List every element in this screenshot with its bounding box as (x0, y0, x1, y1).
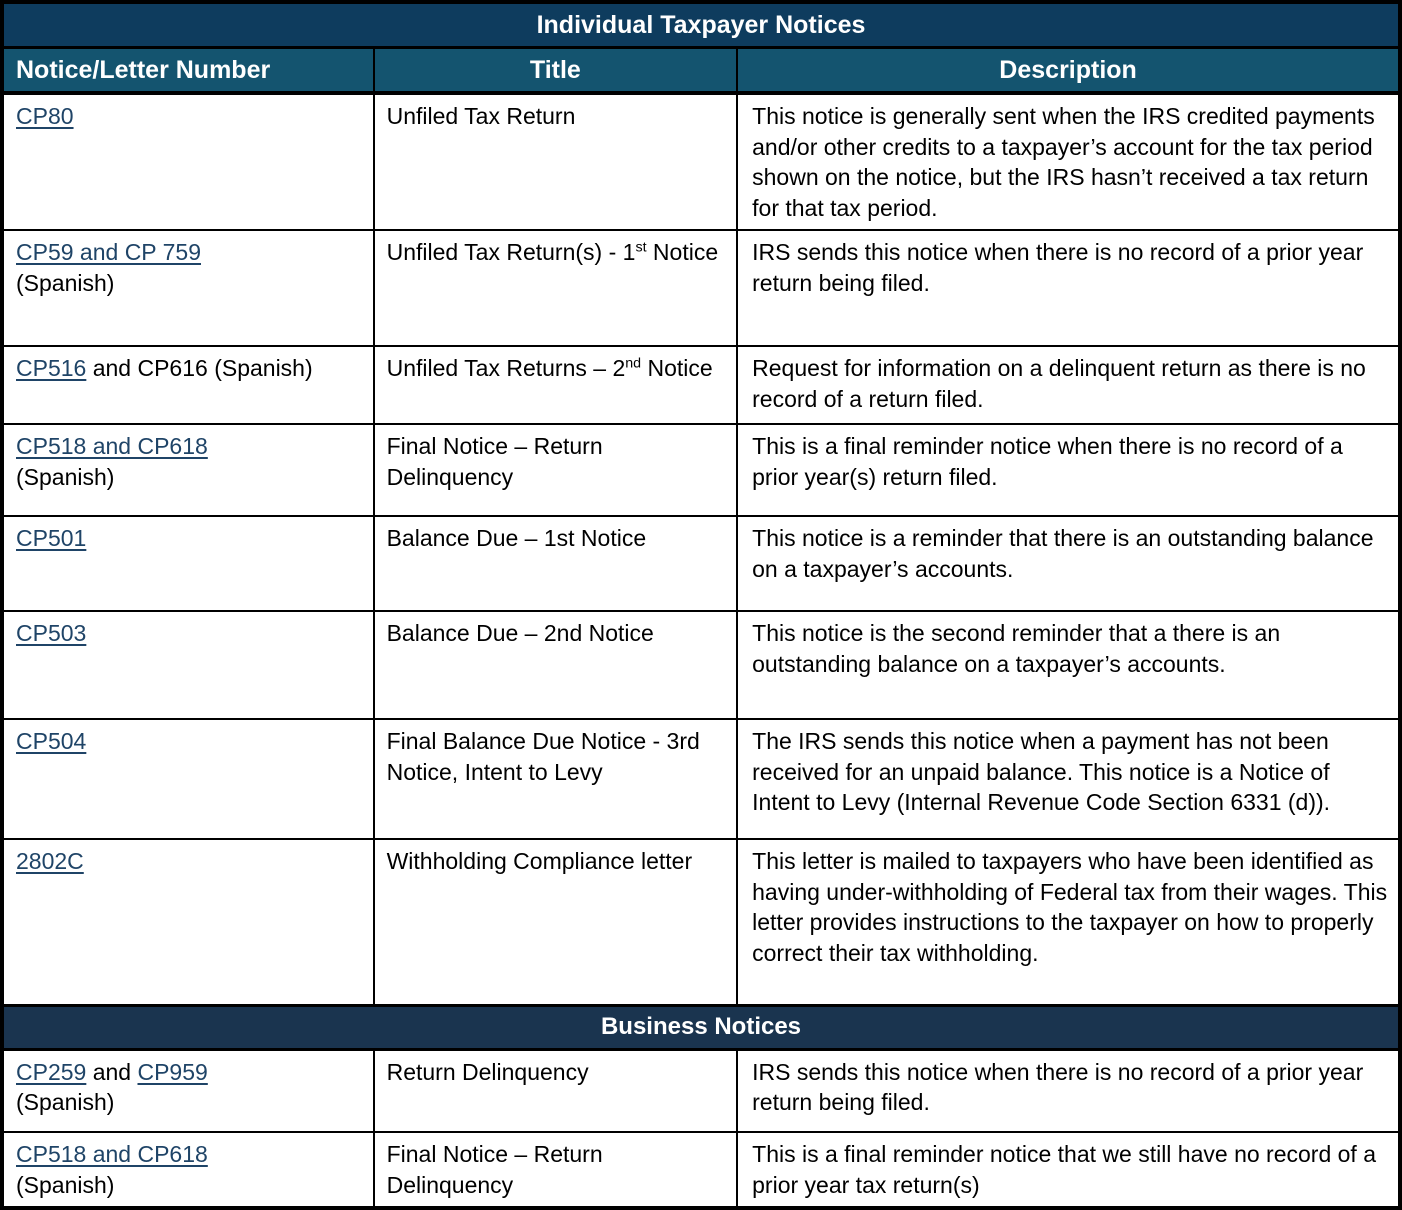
table-title: Individual Taxpayer Notices (2, 2, 1400, 48)
description-cell: IRS sends this notice when there is no record of a prior year return being filed. (737, 230, 1400, 346)
notice-link[interactable]: CP80 (16, 103, 74, 129)
title-cell (374, 93, 738, 230)
column-header-description: Description (737, 48, 1400, 94)
notice-number-cell (2, 93, 374, 230)
title-cell (374, 719, 738, 839)
notice-text: and CP616 (Spanish) (86, 355, 313, 382)
notice-number-cell (2, 346, 374, 424)
notice-number-cell (2, 1132, 374, 1208)
description-cell: This is a final reminder notice when there is no record of a prior year(s) return filed. (737, 424, 1400, 516)
notice-text: Unfiled Tax Return (386, 103, 576, 129)
notice-link[interactable]: CP503 (16, 620, 87, 647)
business-section-header-row (2, 1005, 1400, 1049)
notice-text: Unfiled Tax Returns – 2 (386, 355, 626, 382)
title-cell (374, 1049, 738, 1132)
notice-text: Balance Due – 2nd Notice (386, 620, 654, 647)
notice-text: Withholding Compliance letter (386, 848, 693, 875)
notice-text: Final Notice – Return Delinquency (386, 433, 603, 490)
description-cell: This letter is mailed to taxpayers who have been identified as having under-withholding of Federal tax from their wages. This letter provides instructions to the taxpayer on how to properly correct their tax withholding. (737, 839, 1400, 1005)
notice-text: Balance Due – 1st Notice (386, 525, 647, 552)
table-row (2, 1049, 1400, 1132)
title-cell (374, 611, 738, 719)
notice-text: (Spanish) (16, 1171, 115, 1198)
notice-link[interactable]: CP501 (16, 525, 87, 552)
notice-link[interactable]: CP518 and CP618 (16, 1141, 208, 1168)
table-row (2, 611, 1400, 719)
notice-text: (Spanish) (16, 269, 115, 296)
notice-number-cell (2, 424, 374, 516)
column-header-title: Title (374, 48, 738, 94)
notice-link[interactable]: CP516 (16, 355, 87, 382)
table-title-row (2, 2, 1400, 48)
ordinal-superscript: nd (625, 355, 642, 372)
individual-notices-section (2, 93, 1400, 1005)
description-cell: The IRS sends this notice when a payment has not been received for an unpaid balance. This notice is a Notice of Intent to Levy (Internal Revenue Code Section 6331 (d)). (737, 719, 1400, 839)
notice-link[interactable]: CP518 and CP618 (16, 433, 208, 460)
column-header-row (2, 48, 1400, 94)
description-cell: IRS sends this notice when there is no record of a prior year return being filed. (737, 1049, 1400, 1132)
title-cell (374, 346, 738, 424)
notice-text: Final Balance Due Notice - 3rd Notice, Intent to Levy (386, 728, 700, 785)
notice-link[interactable]: CP59 and CP 759 (16, 239, 201, 266)
notice-text: (Spanish) (16, 463, 115, 490)
table-row (2, 719, 1400, 839)
notice-text: Notice (646, 239, 719, 266)
notice-number-cell (2, 1049, 374, 1132)
title-cell (374, 424, 738, 516)
notice-link[interactable]: CP959 (137, 1058, 208, 1085)
title-cell (374, 1132, 738, 1208)
notice-link[interactable]: 2802C (16, 848, 84, 875)
table-row (2, 839, 1400, 1005)
description-cell: This notice is a reminder that there is an outstanding balance on a taxpayer’s accounts. (737, 516, 1400, 611)
table-row (2, 346, 1400, 424)
notice-text: Unfiled Tax Return(s) - 1 (386, 239, 636, 266)
notice-text: Final Notice – Return Delinquency (386, 1141, 603, 1198)
business-notices-section (2, 1049, 1400, 1208)
title-cell (374, 516, 738, 611)
description-cell: Request for information on a delinquent return as there is no record of a return filed. (737, 346, 1400, 424)
description-cell: This notice is the second reminder that a there is an outstanding balance on a taxpayer’s accounts. (737, 611, 1400, 719)
table-row (2, 1132, 1400, 1208)
notice-number-cell (2, 230, 374, 346)
notice-number-cell (2, 839, 374, 1005)
description-cell: This is a final reminder notice that we still have no record of a prior year tax return(s) (737, 1132, 1400, 1208)
notice-text: Notice (641, 355, 713, 382)
table-row (2, 424, 1400, 516)
description-cell: This notice is generally sent when the IRS credited payments and/or other credits to a taxpayer’s account for the tax period shown on the notice, but the IRS hasn’t received a tax return for that tax period. (737, 93, 1400, 230)
notice-link[interactable]: CP259 (16, 1058, 87, 1085)
business-section-title: Business Notices (2, 1005, 1400, 1049)
ordinal-superscript: st (635, 239, 647, 256)
table-row (2, 93, 1400, 230)
notice-number-cell (2, 611, 374, 719)
notice-number-cell (2, 516, 374, 611)
notice-text: (Spanish) (16, 1089, 115, 1116)
notice-number-cell (2, 719, 374, 839)
title-cell (374, 230, 738, 346)
notice-link[interactable]: CP504 (16, 728, 87, 755)
table-row (2, 516, 1400, 611)
notice-text: Return Delinquency (386, 1058, 589, 1085)
column-header-notice-number: Notice/Letter Number (2, 48, 374, 94)
table-row (2, 230, 1400, 346)
notice-text: and (86, 1058, 138, 1085)
title-cell (374, 839, 738, 1005)
